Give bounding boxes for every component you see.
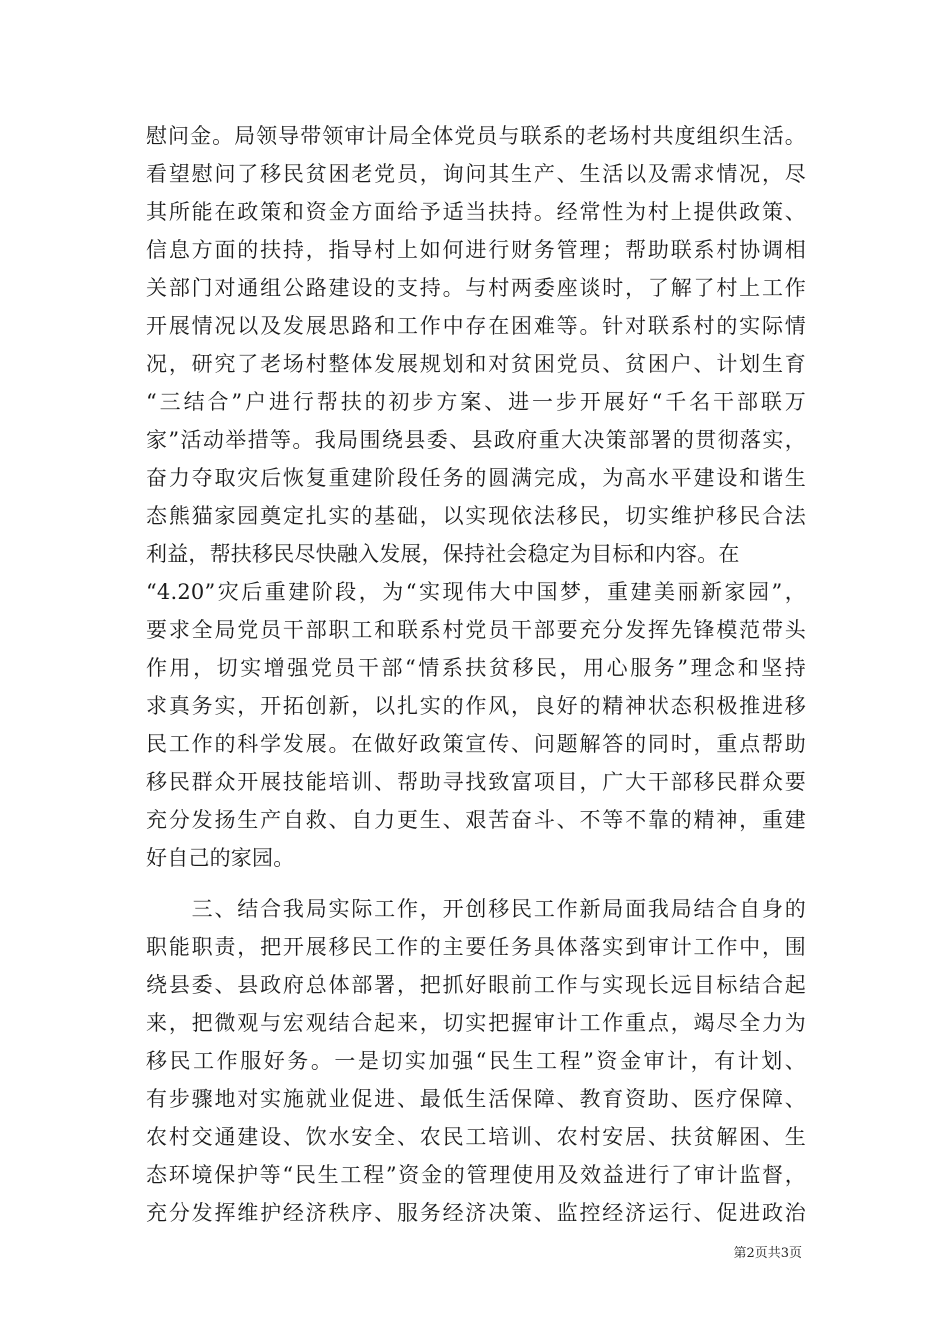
text-line: 作用，切实增强党员干部“情系扶贫移民，用心服务”理念和坚持 [146,656,806,680]
text-line: 家”活动举措等。我局围绕县委、县政府重大决策部署的贯彻落实， [146,428,806,452]
page-number-footer [733,1245,802,1263]
text-line: 民工作的科学发展。在做好政策宣传、问题解答的同时，重点帮助 [146,732,806,756]
text-line: 三、结合我局实际工作，开创移民工作新局面我局结合自身的 [146,897,806,921]
body-text [146,117,806,1232]
text-line: 态环境保护等“民生工程”资金的管理使用及效益进行了审计监督， [146,1163,806,1187]
text-line: 移民群众开展技能培训、帮助寻找致富项目，广大干部移民群众要 [146,770,806,794]
text-line: 绕县委、县政府总体部署，把抓好眼前工作与实现长远目标结合起 [146,973,806,997]
text-line: 慰问金。局领导带领审计局全体党员与联系的老场村共度组织生活。 [146,124,806,148]
text-line: 态熊猫家园奠定扎实的基础，以实现依法移民，切实维护移民合法 [146,504,806,528]
text-line: 求真务实，开拓创新，以扎实的作风，良好的精神状态积极推进移 [146,694,806,718]
text-line: 信息方面的扶持，指导村上如何进行财务管理；帮助联系村协调相 [146,238,806,262]
text-line: 奋力夺取灾后恢复重建阶段任务的圆满完成，为高水平建设和谐生 [146,466,806,490]
text-line: “4.20”灾后重建阶段，为“实现伟大中国梦，重建美丽新家园”， [146,580,806,604]
text-line: 职能职责，把开展移民工作的主要任务具体落实到审计工作中，围 [146,935,806,959]
text-line: 农村交通建设、饮水安全、农民工培训、农村安居、扶贫解困、生 [146,1125,806,1149]
text-line: 开展情况以及发展思路和工作中存在困难等。针对联系村的实际情 [146,314,806,338]
text-line: 其所能在政策和资金方面给予适当扶持。经常性为村上提供政策、 [146,200,806,224]
text-line: 关部门对通组公路建设的支持。与村两委座谈时，了解了村上工作 [146,276,806,300]
page-number-label: 第2页共3页 [733,1246,802,1261]
text-line: 要求全局党员干部职工和联系村党员干部要充分发挥先锋模范带头 [146,618,806,642]
text-line: 好自己的家园。 [146,846,295,870]
text-line: 充分发扬生产自救、自力更生、艰苦奋斗、不等不靠的精神，重建 [146,808,806,832]
text-line: 看望慰问了移民贫困老党员，询问其生产、生活以及需求情况，尽 [146,162,806,186]
text-line: 利益，帮扶移民尽快融入发展，保持社会稳定为目标和内容。在 [146,542,740,566]
text-line: “三结合”户进行帮扶的初步方案、进一步开展好“千名干部联万 [146,390,806,414]
text-line: 充分发挥维护经济秩序、服务经济决策、监控经济运行、促进政治 [146,1201,806,1225]
text-line: 况，研究了老场村整体发展规划和对贫困党员、贫困户、计划生育 [146,352,806,376]
text-line: 来，把微观与宏观结合起来，切实把握审计工作重点，竭尽全力为 [146,1011,806,1035]
text-line: 有步骤地对实施就业促进、最低生活保障、教育资助、医疗保障、 [146,1087,806,1111]
text-line: 移民工作服好务。一是切实加强“民生工程”资金审计，有计划、 [146,1049,806,1073]
